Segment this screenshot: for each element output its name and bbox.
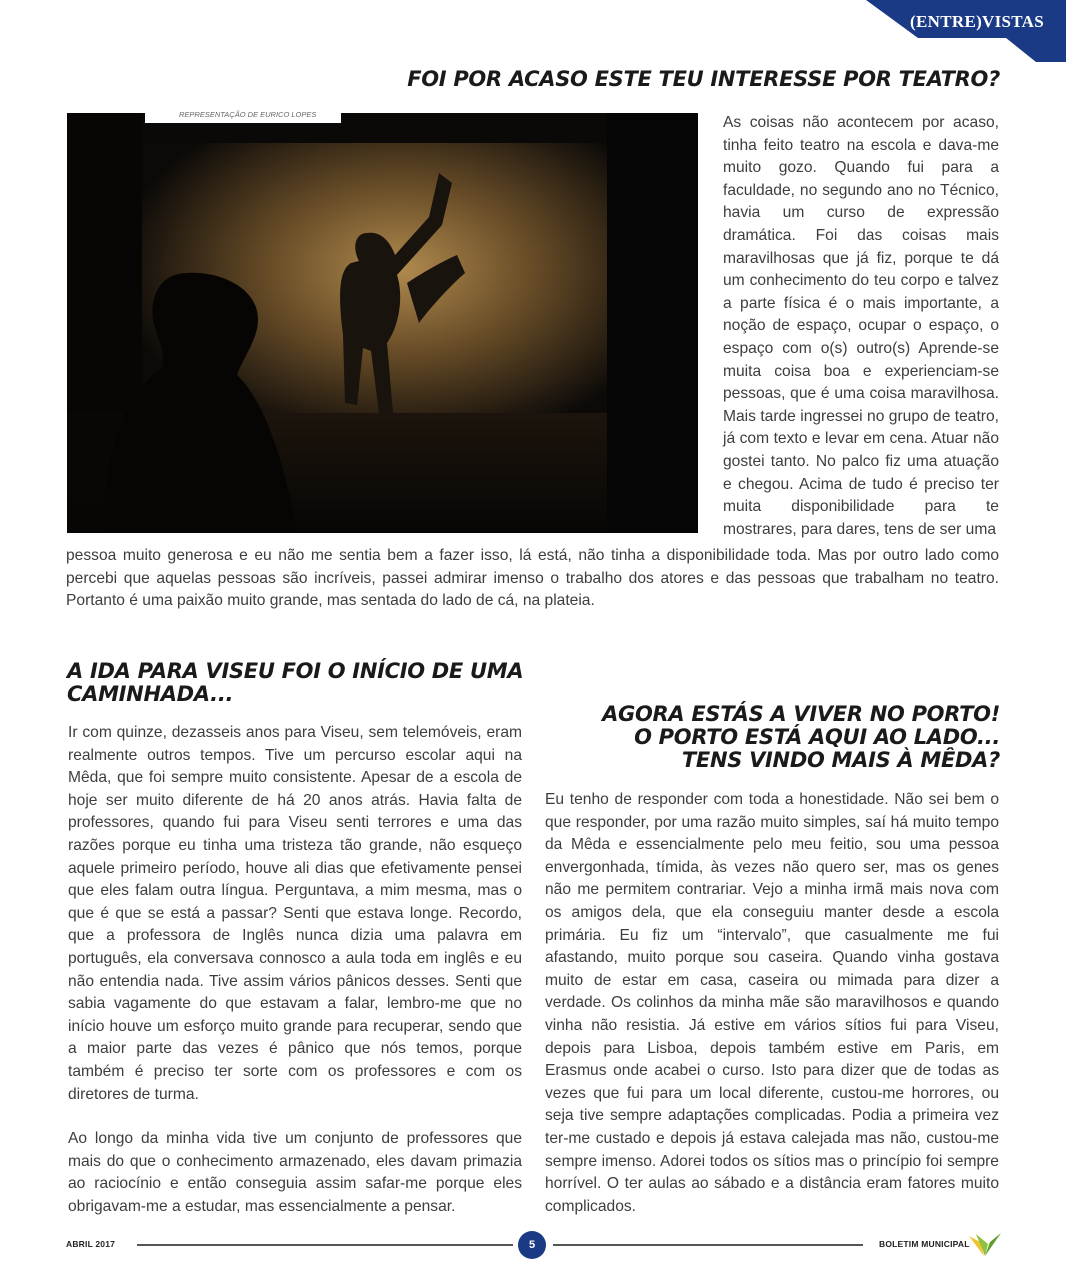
photo-caption: REPRESENTAÇÃO DE EURICO LOPES xyxy=(145,106,341,123)
answer-1-continued-text: pessoa muito generosa e eu não me sentia bem a fazer isso, lá está, não tinha a disponibilidade toda. Mas por outro lado como percebi que aquelas pessoas são incríveis, passei admirar imenso o trabalho dos atores e das pessoas que trabalham no teatro. Portanto é uma paixão muito grande, mas sentada do lado de cá, na plateia. xyxy=(66,547,999,610)
question-heading-1: FOI POR ACASO ESTE TEU INTERESSE POR TEATRO? xyxy=(407,67,1000,91)
question-heading-2: A IDA PARA VISEU FOI O INÍCIO DE UMA CAMINHADA... xyxy=(67,659,524,706)
section-tag xyxy=(866,0,1066,62)
footer-divider-right xyxy=(553,1244,863,1246)
heading-3-line-2: O PORTO ESTÁ AQUI AO LADO... xyxy=(634,725,1000,749)
answer-1-continued xyxy=(66,545,999,613)
answer-2 xyxy=(68,722,522,1218)
answer-2-paragraph-1: Ir com quinze, dezasseis anos para Viseu, sem telemóveis, eram realmente outros tempos. Tive um percurso escolar aqui na Mêda, que foi sempre muito consistente. Apesar de a escola de hoje ser muito diferente de há 20 anos atrás. Havia falta de professores, quando fui para Viseu senti terrores e uma das razões porque eu tinha uma tristeza tão grande, não esqueço aquele primeiro período, houve ali dias que efetivamente pensei que eles falam outra língua. Perguntava, a mim mesma, mas o que é que se está a passar? Senti que estava longe. Recordo, que a professora de Inglês nunca dizia uma palavra em português, ela conversava connosco a aula toda em inglês e eu não entendia nada. Tive assim vários pânicos desses. Senti que sabia vagamente do que estavam a falar, lembro-me que no início houve um esforço muito grande para recuperar, sendo que a maior parte das vezes é pânico que nós temos, porque também é preciso ter sorte com os professores e com os diretores de turma. xyxy=(68,724,522,1103)
answer-3 xyxy=(545,789,999,1218)
municipal-logo-icon xyxy=(968,1230,1002,1258)
answer-1-column-text: As coisas não acontecem por acaso, tinha feito teatro na escola e dava-me muito gozo. Quando fui para a faculdade, no segundo ano no Técnico, havia um curso de expressão dramática. Foi das coisas mais maravilhosas que já fiz, porque te dá um conhecimento do teu corpo e talvez a parte física é o mais importante, a noção de espaço, ocupar o espaço, o espaço com o(s) outro(s) Aprende-se muita coisa boa e experienciam-se pessoas, que é uma coisa maravilhosa. Mais tarde ingressei no grupo de teatro, já com texto e levar em cena. Atuar não gostei tanto. No palco fiz uma atuação e chegou. Acima de tudo é preciso ter muita disponibilidade para te mostrares, para dares, tens de ser uma xyxy=(723,114,999,538)
answer-3-paragraph: Eu tenho de responder com toda a honestidade. Não sei bem o que responder, por uma razão muito simples, saí há muito tempo da Mêda e essencialmente pelo meu feitio, sou uma pessoa envergonhada, tímida, às vezes não quero ser, mas os genes não me permitem contrariar. Vejo a minha irmã mais nova com os amigos dela, que ela conseguiu manter desde a escola primária. Eu fiz um “intervalo”, que casualmente me fui afastando, muito porque sou caseira. Quando vinha gostava muito de estar em casa, caseira ou mimada para dizer a verdade. Os colinhos da minha mãe são maravilhosos e quando vinha não resistia. Já estive em vários sítios fui para Viseu, depois para Lisboa, depois também estive em Paris, em Erasmus onde acabei o curso. Isto para dizer que de todas as vezes que fui para um local diferente, custou-me horrores, ou seja tive sempre adaptações complicadas. Podia a primeira vez ter-me custado e depois já estava calejada mas não, custou-me sempre imenso. Adorei todos os sítios mas o princípio foi sempre horrível. O ter aulas ao sábado e a distância eram fatores muito complicados. xyxy=(545,791,999,1215)
heading-3-line-3: TENS VINDO MAIS À MÊDA? xyxy=(681,748,1000,772)
heading-3-line-1: AGORA ESTÁS A VIVER NO PORTO! xyxy=(602,702,1000,726)
footer-divider-left xyxy=(137,1244,513,1246)
publication-name: BOLETIM MUNICIPAL xyxy=(879,1239,970,1249)
theatre-photo xyxy=(67,113,698,533)
stage-photo-illustration xyxy=(67,113,698,533)
answer-1-column xyxy=(723,112,999,541)
answer-2-paragraph-2: Ao longo da minha vida tive um conjunto de professores que mais do que o conhecimento armazenado, eles davam primazia ao raciocínio e então conseguia assim safar-me porque eles obrigavam-me a estudar, mas essencialmente a pensar. xyxy=(68,1130,522,1215)
question-heading-3 xyxy=(602,703,1000,772)
page-number: 5 xyxy=(518,1231,546,1259)
footer-date: ABRIL 2017 xyxy=(66,1239,116,1249)
section-tag-label: (ENTRE)VISTAS xyxy=(910,12,1044,31)
